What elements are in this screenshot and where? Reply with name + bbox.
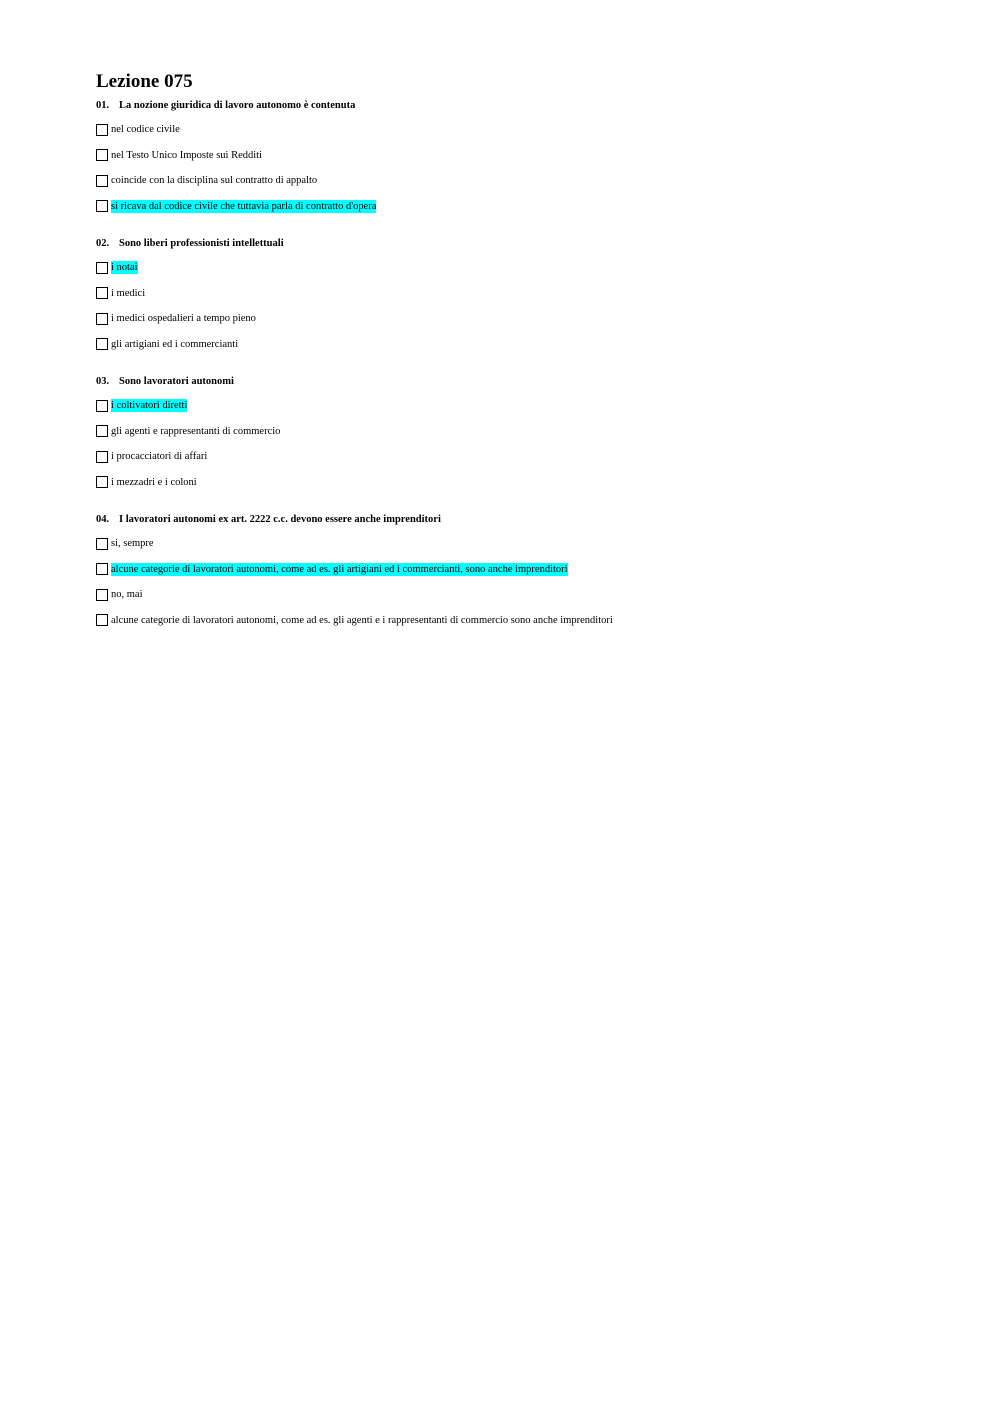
answer-checkbox[interactable] <box>96 124 108 136</box>
question-number: 03. <box>96 376 110 387</box>
answer-option[interactable] <box>96 281 916 307</box>
question-number: 01. <box>96 100 110 111</box>
question-03 <box>96 374 916 495</box>
answer-option[interactable] <box>96 531 916 557</box>
answer-option[interactable] <box>96 194 916 220</box>
answer-checkbox[interactable] <box>96 313 108 325</box>
answer-option[interactable] <box>96 168 916 194</box>
document-page <box>96 70 916 650</box>
question-header <box>96 512 916 528</box>
answer-text: coincide con la disciplina sul contratto di appalto <box>111 175 318 187</box>
answer-option[interactable] <box>96 419 916 445</box>
question-02 <box>96 236 916 357</box>
answer-option[interactable] <box>96 393 916 419</box>
question-text: Sono lavoratori autonomi <box>119 376 234 387</box>
question-01 <box>96 98 916 219</box>
answer-option[interactable] <box>96 557 916 583</box>
answer-checkbox[interactable] <box>96 400 108 412</box>
answer-text: i medici <box>111 287 146 299</box>
answer-checkbox[interactable] <box>96 476 108 488</box>
answer-checkbox[interactable] <box>96 538 108 550</box>
answer-checkbox[interactable] <box>96 589 108 601</box>
question-text: La nozione giuridica di lavoro autonomo è contenuta <box>119 100 356 111</box>
question-header <box>96 98 916 114</box>
question-header <box>96 236 916 252</box>
question-text: Sono liberi professionisti intellettuali <box>119 238 284 249</box>
answer-option[interactable] <box>96 444 916 470</box>
answer-text: nel codice civile <box>111 124 180 136</box>
answer-option[interactable] <box>96 470 916 496</box>
answer-text: no, mai <box>111 589 143 601</box>
answer-checkbox[interactable] <box>96 200 108 212</box>
answer-text: nel Testo Unico Imposte sui Redditi <box>111 149 263 161</box>
answer-checkbox[interactable] <box>96 451 108 463</box>
answer-text: i medici ospedalieri a tempo pieno <box>111 313 256 325</box>
answer-checkbox[interactable] <box>96 614 108 626</box>
answer-text: si ricava dal codice civile che tuttavia parla di contratto d'opera <box>111 200 377 212</box>
answer-text: i notai <box>111 262 138 274</box>
answer-text: alcune categorie di lavoratori autonomi, come ad es. gli agenti e i rappresentanti di commercio sono anche imprenditori <box>111 614 613 626</box>
question-number: 02. <box>96 238 110 249</box>
answer-option[interactable] <box>96 306 916 332</box>
question-04 <box>96 512 916 633</box>
answer-text: i mezzadri e i coloni <box>111 476 197 488</box>
question-number: 04. <box>96 514 110 525</box>
answer-checkbox[interactable] <box>96 425 108 437</box>
answer-checkbox[interactable] <box>96 563 108 575</box>
answer-option[interactable] <box>96 608 916 634</box>
question-text: I lavoratori autonomi ex art. 2222 c.c. devono essere anche imprenditori <box>119 514 441 525</box>
answer-checkbox[interactable] <box>96 287 108 299</box>
answer-text: i procacciatori di affari <box>111 451 208 463</box>
answer-text: i coltivatori diretti <box>111 400 188 412</box>
answer-checkbox[interactable] <box>96 149 108 161</box>
answer-checkbox[interactable] <box>96 175 108 187</box>
answer-text: gli artigiani ed i commercianti <box>111 338 239 350</box>
answer-text: si, sempre <box>111 538 154 550</box>
answer-option[interactable] <box>96 143 916 169</box>
answer-option[interactable] <box>96 255 916 281</box>
answer-text: gli agenti e rappresentanti di commercio <box>111 425 281 437</box>
answer-checkbox[interactable] <box>96 338 108 350</box>
question-header <box>96 374 916 390</box>
answer-text: alcune categorie di lavoratori autonomi, come ad es. gli artigiani ed i commercianti, sono anche imprenditori <box>111 563 568 575</box>
answer-option[interactable] <box>96 117 916 143</box>
lesson-title: Lezione 075 <box>96 71 193 92</box>
answer-option[interactable] <box>96 582 916 608</box>
answer-checkbox[interactable] <box>96 262 108 274</box>
answer-option[interactable] <box>96 332 916 358</box>
